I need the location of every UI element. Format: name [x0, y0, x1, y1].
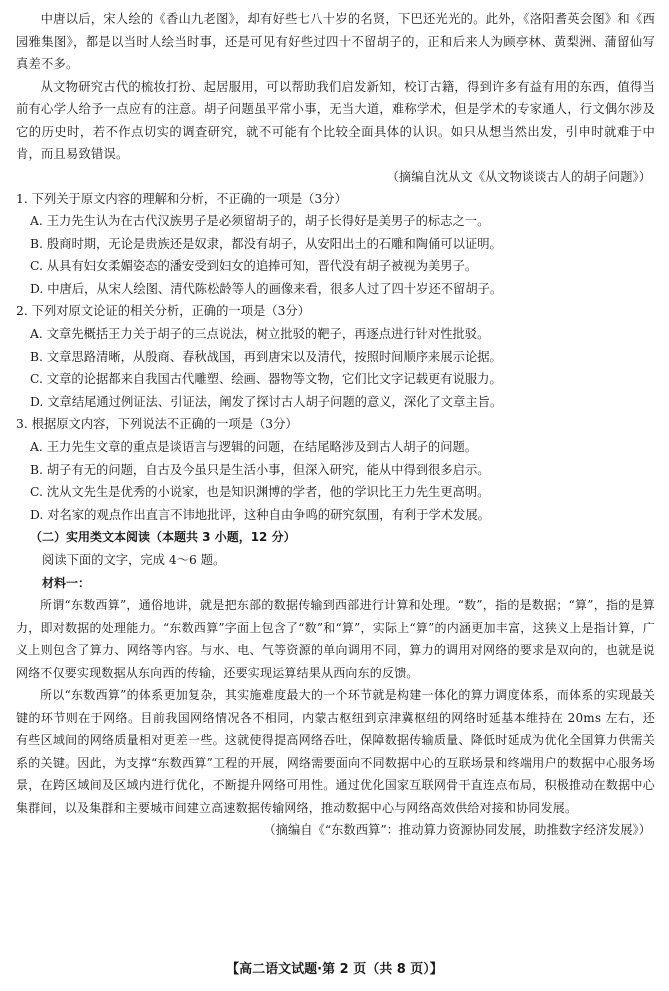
option-b: B. 胡子有无的问题，自古及今虽只是生活小事，但深入研究，能从中得到很多启示。	[30, 462, 490, 477]
page-footer: 【高二语文试题·第 2 页（共 8 页）】	[226, 962, 443, 977]
option-a: A. 王力先生文章的重点是谈语言与逻辑的问题，在结尾略涉及到古人胡子的问题。	[30, 440, 478, 455]
passage-paragraph-1: 中唐以后，宋人绘的《香山九老图》，却有好些七八十岁的名贤，下巴还光光的。此外，《洛阳耆英会图》和《西园雅集图》，都是以当时人绘当时事，还是可见有好些过四十不留胡子的，正和后来人为顾亭林、黄梨洲、蒲留仙写真差不多。	[16, 12, 655, 71]
option-d: D. 对名家的观点作出直言不讳地批评，这种自由争鸣的研究氛围，有利于学术发展。	[30, 507, 490, 522]
passage-paragraph-2: 从文物研究古代的梳妆打扮、起居服用，可以帮助我们启发新知，校订古籍，得到许多有益有用的东西，值得当前有心学人给予一点应有的注意。胡子问题虽平常小事，无当大道，难称学术，但是学术的专家通人，行文偶尔涉及它的历史时，若不作点切实的调查研究，就不可能有个比较全面具体的认识。如只从想当然出发，引申时就难于中肯，而且易致错误。	[16, 79, 655, 161]
question-3	[16, 413, 655, 526]
option-d: D. 文章结尾通过例证法、引证法，阐发了探讨古人胡子问题的意义，深化了文章主旨。	[30, 394, 503, 409]
section-instruction: 阅读下面的文字，完成 4～6 题。	[42, 553, 226, 567]
section-heading: （二）实用类文本阅读（本题共 3 小题，12 分）	[30, 530, 296, 545]
option-c: C. 沈从文先生是优秀的小说家，也是知识渊博的学者，他的学识比王力先生更高明。	[30, 485, 490, 500]
option-b: B. 文章思路清晰，从殷商、春秋战国，再到唐宋以及清代，按照时间顺序来展示论据。	[30, 349, 502, 364]
question-1	[16, 188, 655, 301]
question-stem: 1. 下列关于原文内容的理解和分析，不正确的一项是（3分）	[16, 191, 347, 206]
question-stem: 2. 下列对原文论证的相关分析，正确的一项是（3分）	[16, 304, 310, 319]
material-paragraph-2: 所以“东数西算”的体系更加复杂，其实施难度最大的一个环节就是构建一体化的算力调度体系，而体系的实现最关键的环节则在于网络。目前我国网络情况各不相同，内蒙古枢纽到京津冀枢纽的网络时延基本维持在 20ms 左右，还有些区域间的网络质量相对更差一些。这就使得提高网络吞吐，保障数据传输质量、降低时延成为优化全国算力供需关系的关键。因此，为支撑“东数西算”工程的开展，网络需要面向不同数据中心的互联场景和终端用户的数据中心服务场景，在跨区域间及区域内进行优化，不断提升网络可用性。通过优化国家互联网骨干直连点布局，积极推动在数据中心集群间，以及集群和主要城市间建立高速数据传输网络，推动数据中心与网络高效供给对接和协同发展。	[16, 688, 655, 815]
material-source: （摘编自《“东数西算”：推动算力资源协同发展，助推数字经济发展》）	[263, 823, 651, 838]
option-b: B. 殷商时期，无论是贵族还是奴隶，都没有胡子，从安阳出土的石雕和陶俑可以证明。	[30, 236, 502, 251]
question-stem: 3. 根据原文内容，下列说法不正确的一项是（3分）	[16, 417, 298, 432]
material-label: 材料一：	[42, 575, 91, 590]
option-c: C. 文章的论据都来自我国古代雕塑、绘画、器物等文物，它们比文字记载更有说服力。	[30, 372, 502, 387]
question-2	[16, 300, 655, 413]
option-c: C. 从具有妇女柔媚姿态的潘安受到妇女的追捧可知，晋代没有胡子被视为美男子。	[30, 259, 478, 274]
passage-source: （摘编自沈从文《从文物谈谈古人的胡子问题》）	[386, 169, 651, 184]
option-d: D. 中唐后，从宋人绘图、清代陈松龄等人的画像来看，很多人过了四十岁还不留胡子。	[30, 281, 503, 296]
material-paragraph-1: 所谓“东数西算”，通俗地讲，就是把东部的数据传输到西部进行计算和处理。“数”，指的是数据；“算”，指的是算力，即对数据的处理能力。“东数西算”字面上包含了“数”和“算”，实际上“算”的内涵更加丰富，这狭义上是指计算，广义上则包含了算力、网络等内容。与水、电、气等资源的单向调用不同，算力的调用对网络的要求是双向的，也就是说网络不仅要实现数据从东向西的传输，还要实现运算结果从西向东的反馈。	[16, 598, 655, 680]
option-a: A. 文章先概括王力关于胡子的三点说法，树立批驳的靶子，再逐点进行针对性批驳。	[30, 327, 490, 342]
option-a: A. 王力先生认为在古代汉族男子是必须留胡子的，胡子长得好是美男子的标志之一。	[30, 214, 490, 229]
